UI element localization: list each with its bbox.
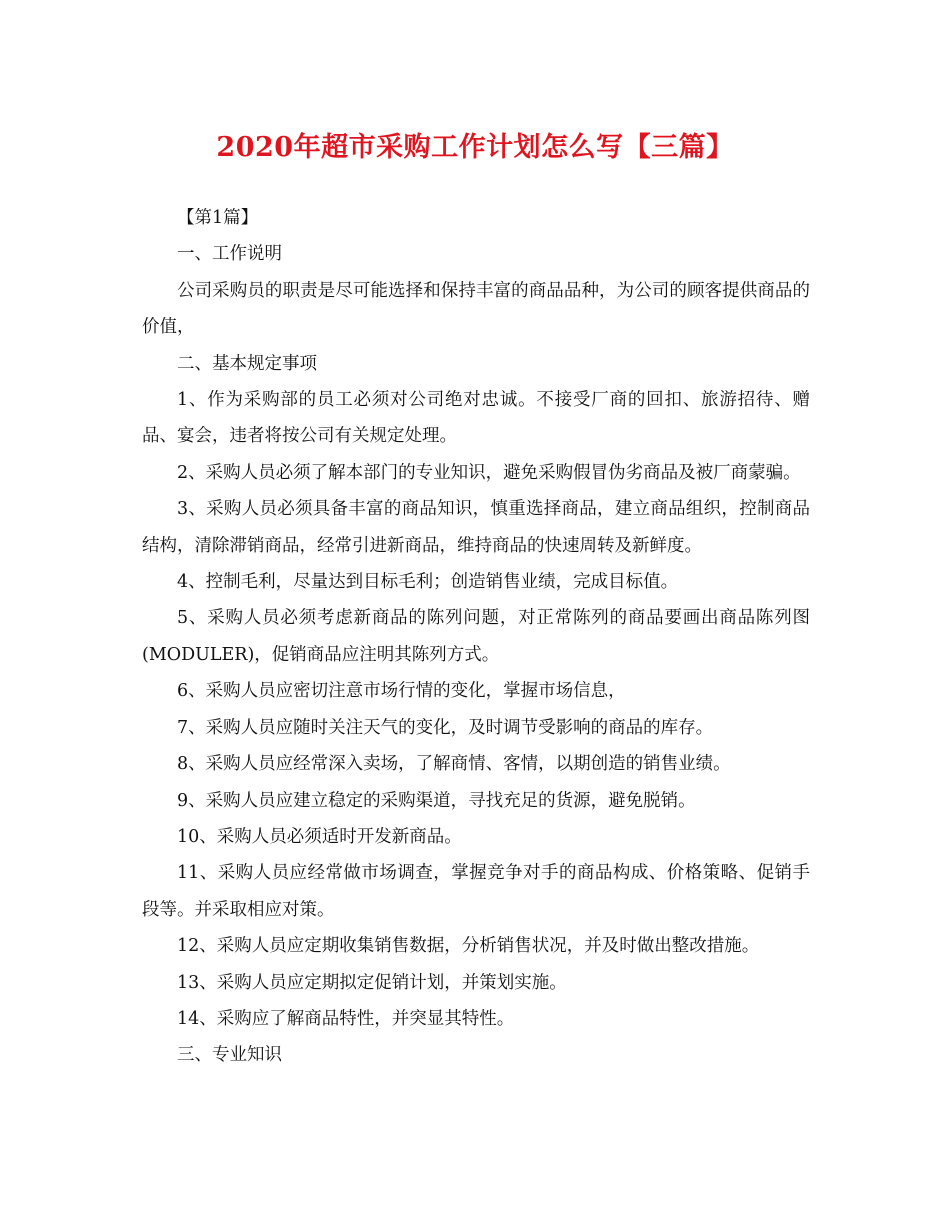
list-item: 3、采购人员必须具备丰富的商品知识，慎重选择商品，建立商品组织，控制商品结构，清除滞销商品，经常引进新商品，维持商品的快速周转及新鲜度。: [142, 499, 810, 556]
list-item: 14、采购应了解商品特性，并突显其特性。: [177, 1008, 515, 1029]
document-body: [142, 200, 810, 1074]
list-item: 1、作为采购部的员工必须对公司绝对忠诚。不接受厂商的回扣、旅游招待、赠品、宴会，违者将按公司有关规定处理。: [142, 390, 810, 447]
list-item: 10、采购人员必须适时开发新商品。: [177, 826, 462, 847]
list-item: 4、控制毛利，尽量达到目标毛利；创造销售业绩，完成目标值。: [177, 572, 679, 593]
list-item: 5、采购人员必须考虑新商品的陈列问题，对正常陈列的商品要画出商品陈列图(MODULER)，促销商品应注明其陈列方式。: [142, 608, 810, 665]
paragraph: 公司采购员的职责是尽可能选择和保持丰富的商品品种，为公司的顾客提供商品的价值，: [142, 280, 810, 338]
list-item: 2、采购人员必须了解本部门的专业知识，避免采购假冒伪劣商品及被厂商蒙骗。: [177, 462, 801, 483]
list-item: 11、采购人员应经常做市场调查，掌握竞争对手的商品构成、价格策略、促销手段等。并采取相应对策。: [142, 863, 810, 920]
paragraph-section-label: 【第1篇】: [177, 208, 259, 228]
heading-professional-knowledge: 三、专业知识: [177, 1045, 282, 1066]
list-item: 8、采购人员应经常深入卖场，了解商情、客情，以期创造的销售业绩。: [177, 754, 731, 775]
list-item: 9、采购人员应建立稳定的采购渠道，寻找充足的货源，避免脱销。: [177, 790, 696, 811]
heading-work-description: 一、工作说明: [177, 244, 282, 265]
list-item: 7、采购人员应随时关注天气的变化，及时调节受影响的商品的库存。: [177, 717, 714, 738]
list-item: 6、采购人员应密切注意市场行情的变化，掌握市场信息，: [177, 681, 626, 702]
heading-basic-rules: 二、基本规定事项: [177, 353, 317, 374]
list-item: 12、采购人员应定期收集销售数据，分析销售状况，并及时做出整改措施。: [177, 936, 760, 957]
document-title: 2020年超市采购工作计划怎么写【三篇】: [216, 132, 734, 163]
list-item: 13、采购人员应定期拟定促销计划，并策划实施。: [177, 972, 567, 993]
